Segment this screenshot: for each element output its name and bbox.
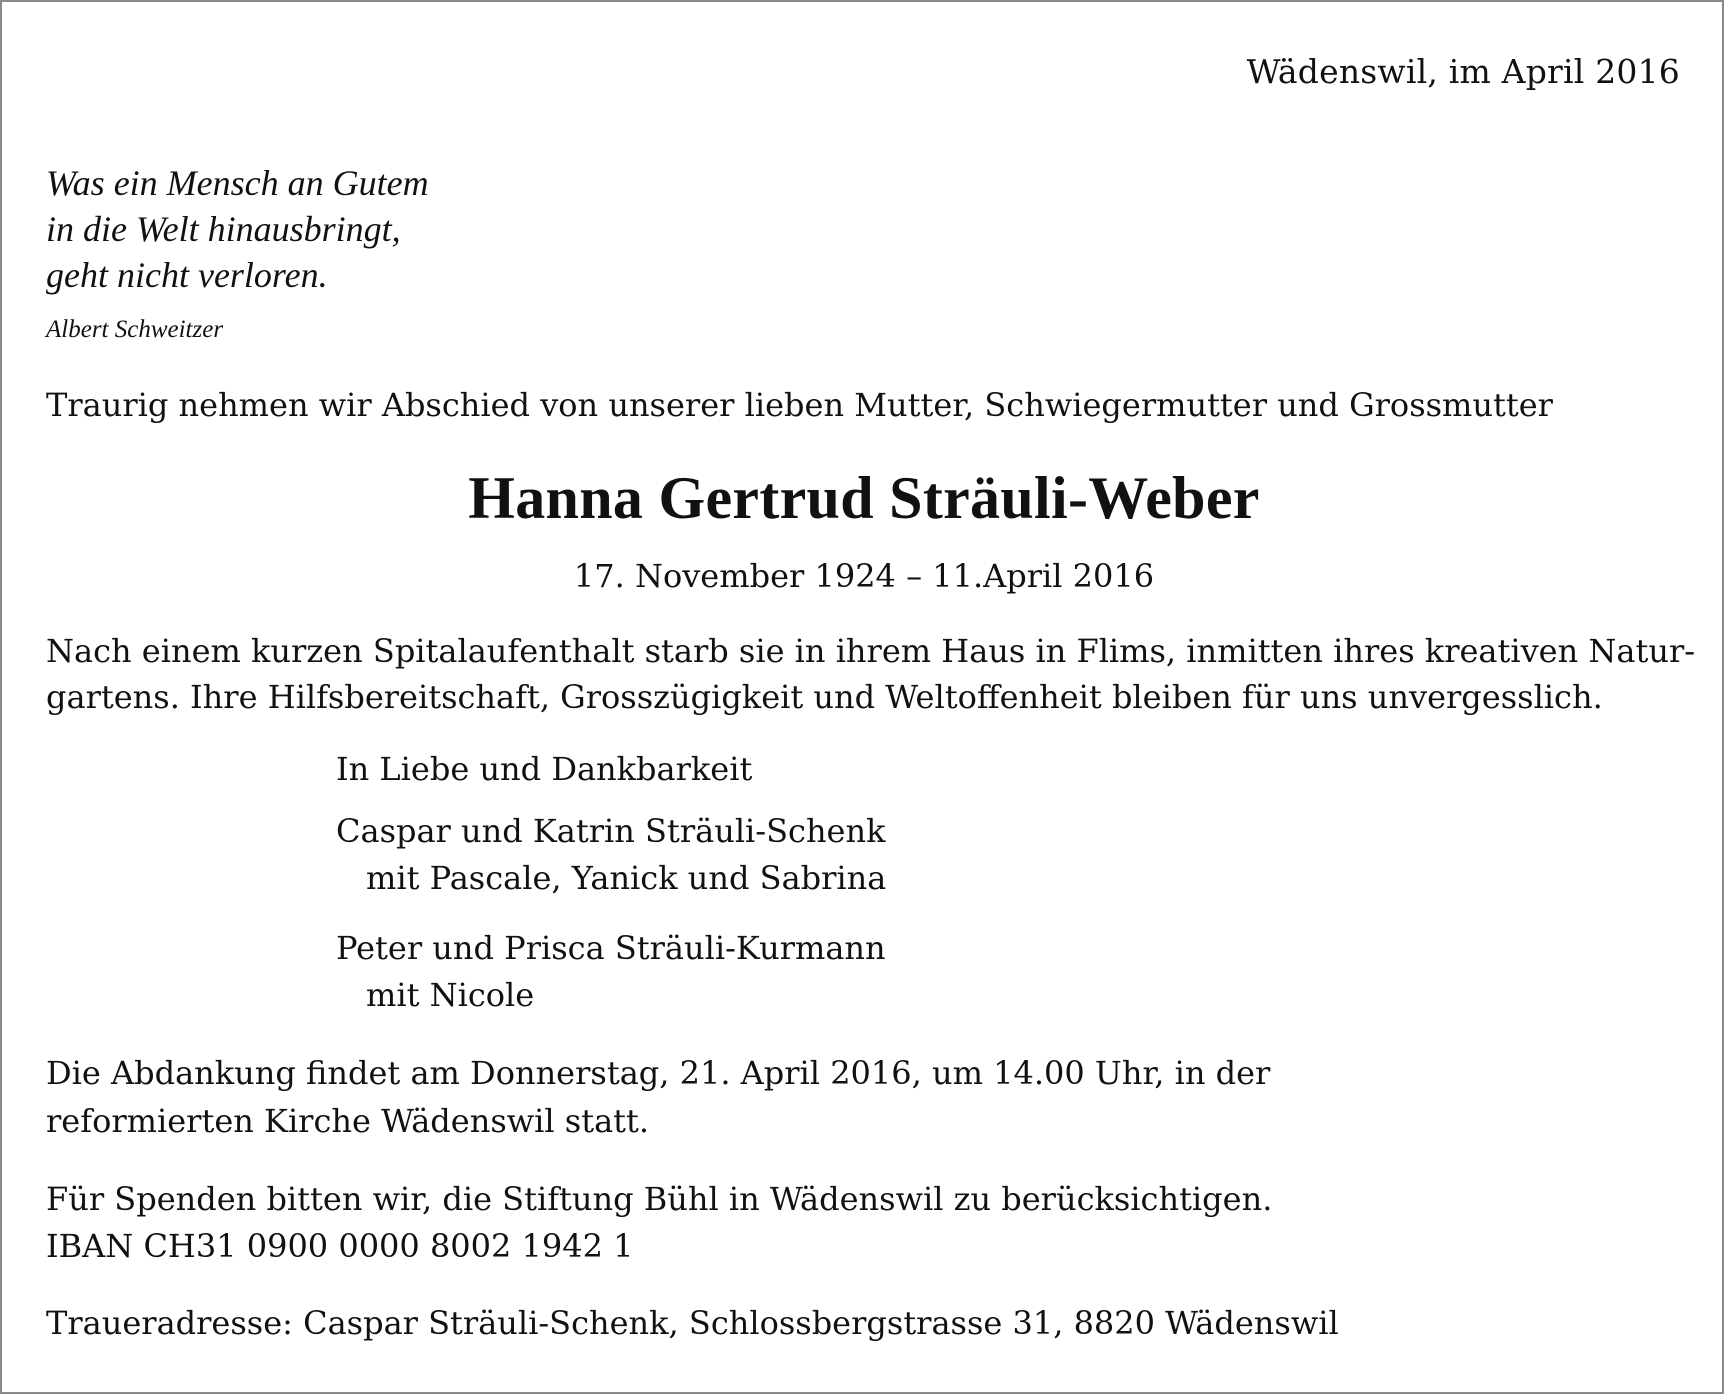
signature-children: mit Nicole <box>366 976 535 1014</box>
life-dates: 17. November 1924 – 11.April 2016 <box>573 557 1155 595</box>
quote-line: geht nicht verloren. <box>46 255 328 295</box>
quote-author: Albert Schweitzer <box>46 316 224 343</box>
closing-phrase: In Liebe und Dankbarkeit <box>336 750 753 788</box>
signature-family: Caspar und Katrin Sträuli-Schenk <box>336 812 886 850</box>
quote-line: Was ein Mensch an Gutem <box>46 163 429 203</box>
intro-text: Traurig nehmen wir Abschied von unserer lieben Mutter, Schwiegermutter und Grossmutter <box>46 386 1553 424</box>
body-text-line: gartens. Ihre Hilfsbereitschaft, Grosszügigkeit und Weltoffenheit bleiben für uns unvergesslich. <box>46 678 1603 716</box>
body-text-line: Nach einem kurzen Spitalaufenthalt starb sie in ihrem Haus in Flims, inmitten ihres kreativen Natur- <box>46 632 1696 670</box>
service-text-line: Die Abdankung findet am Donnerstag, 21. April 2016, um 14.00 Uhr, in der <box>46 1054 1271 1092</box>
quote-line: in die Welt hinausbringt, <box>46 209 401 249</box>
donation-text: Für Spenden bitten wir, die Stiftung Bühl in Wädenswil zu berücksichtigen. <box>46 1180 1273 1218</box>
signature-family: Peter und Prisca Sträuli-Kurmann <box>336 929 886 967</box>
place-date: Wädenswil, im April 2016 <box>1246 52 1680 91</box>
iban: IBAN CH31 0900 0000 8002 1942 1 <box>46 1227 634 1265</box>
signature-children: mit Pascale, Yanick und Sabrina <box>366 859 887 897</box>
quote <box>46 160 429 298</box>
deceased-name: Hanna Gertrud Sträuli-Weber <box>468 465 1260 531</box>
mourning-address: Traueradresse: Caspar Sträuli-Schenk, Schlossbergstrasse 31, 8820 Wädenswil <box>46 1304 1339 1342</box>
service-text-line: reformierten Kirche Wädenswil statt. <box>46 1102 650 1140</box>
